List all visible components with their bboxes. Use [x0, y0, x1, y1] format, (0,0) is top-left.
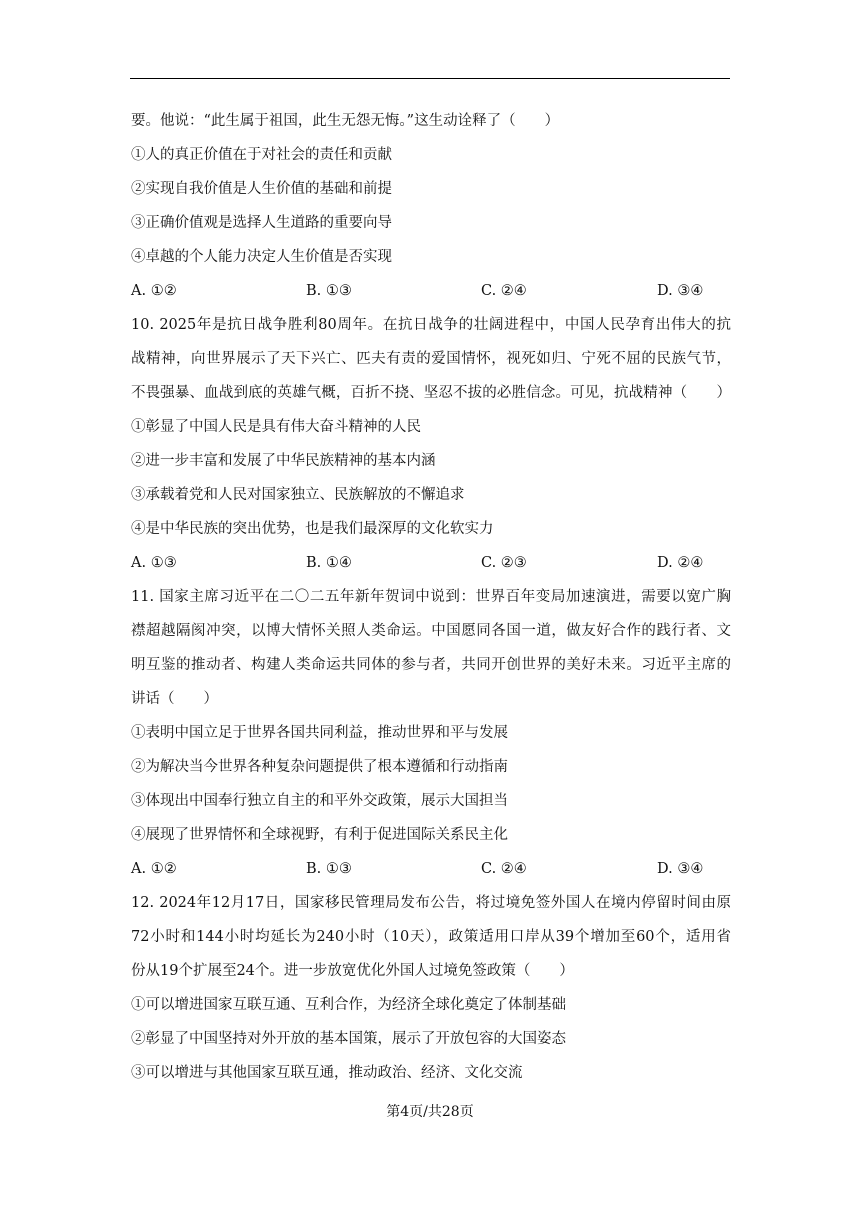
answer-choices	[131, 274, 731, 308]
question-stem-line: 要。他说：“此生属于祖国，此生无怨无悔。”这生动诠释了（ ）	[131, 113, 560, 129]
choice-c: C. ②④	[481, 283, 527, 299]
question-11	[131, 580, 731, 886]
option-line: ②实现自我价值是人生价值的基础和前提	[131, 181, 392, 197]
question-stem-line: 11. 国家主席习近平在二〇二五年新年贺词中说到：世界百年变局加速演进，需要以宽广胸	[131, 589, 731, 605]
question-stem-line: 战精神，向世界展示了天下兴亡、匹夫有责的爱国情怀，视死如归、宁死不屈的民族气节，	[131, 351, 731, 367]
question-stem-line: 明互鉴的推动者、构建人类命运共同体的参与者，共同开创世界的美好未来。习近平主席的	[131, 657, 731, 673]
question-stem-line: 72小时和144小时均延长为240小时（10天），政策适用口岸从39个增加至60个，适用省	[131, 929, 731, 945]
option-line: ③承载着党和人民对国家独立、民族解放的不懈追求	[131, 487, 465, 503]
page-number: 第4页/共28页	[386, 1104, 474, 1120]
choice-c: C. ②④	[481, 861, 527, 877]
answer-choices	[131, 852, 731, 886]
option-line: ①可以增进国家互联互通、互利合作，为经济全球化奠定了体制基础	[131, 997, 566, 1013]
option-line: ①彰显了中国人民是具有伟大奋斗精神的人民	[131, 419, 421, 435]
question-stem-line: 讲话（ ）	[131, 691, 218, 707]
option-line: ③可以增进与其他国家互联互通，推动政治、经济、文化交流	[131, 1065, 523, 1081]
choice-c: C. ②③	[481, 555, 527, 571]
header-rule	[130, 78, 730, 79]
question-stem-line: 不畏强暴、血战到底的英雄气概，百折不挠、坚忍不拔的必胜信念。可见，抗战精神（ ）	[131, 385, 731, 401]
choice-b: B. ①③	[306, 283, 352, 299]
question-10	[131, 308, 731, 580]
choice-a: A. ①②	[131, 283, 177, 299]
choice-b: B. ①④	[306, 555, 352, 571]
option-line: ②为解决当今世界各种复杂问题提供了根本遵循和行动指南	[131, 759, 508, 775]
option-line: ①表明中国立足于世界各国共同利益，推动世界和平与发展	[131, 725, 508, 741]
question-stem-line: 襟超越隔阂冲突，以博大情怀关照人类命运。中国愿同各国一道，做友好合作的践行者、文	[131, 623, 731, 639]
choice-d: D. ②④	[657, 555, 704, 571]
choice-a: A. ①③	[131, 555, 177, 571]
page-content	[131, 104, 731, 1090]
option-line: ②进一步丰富和发展了中华民族精神的基本内涵	[131, 453, 436, 469]
option-line: ④展现了世界情怀和全球视野，有利于促进国际关系民主化	[131, 827, 508, 843]
question-stem-line: 12. 2024年12月17日，国家移民管理局发布公告，将过境免签外国人在境内停留时间由原	[131, 895, 731, 911]
choice-a: A. ①②	[131, 861, 177, 877]
question-12	[131, 886, 731, 1090]
option-line: ②彰显了中国坚持对外开放的基本国策，展示了开放包容的大国姿态	[131, 1031, 566, 1047]
choice-d: D. ③④	[657, 861, 704, 877]
question-9	[131, 104, 731, 308]
choice-b: B. ①③	[306, 861, 352, 877]
answer-choices	[131, 546, 731, 580]
option-line: ③正确价值观是选择人生道路的重要向导	[131, 215, 392, 231]
question-stem-line: 份从19个扩展至24个。进一步放宽优化外国人过境免签政策（ ）	[131, 963, 574, 979]
question-stem-line: 10. 2025年是抗日战争胜利80周年。在抗日战争的壮阔进程中，中国人民孕育出伟大的抗	[131, 317, 731, 333]
option-line: ④卓越的个人能力决定人生价值是否实现	[131, 249, 392, 265]
option-line: ①人的真正价值在于对社会的责任和贡献	[131, 147, 392, 163]
choice-d: D. ③④	[657, 283, 704, 299]
option-line: ④是中华民族的突出优势，也是我们最深厚的文化软实力	[131, 521, 494, 537]
option-line: ③体现出中国奉行独立自主的和平外交政策，展示大国担当	[131, 793, 508, 809]
